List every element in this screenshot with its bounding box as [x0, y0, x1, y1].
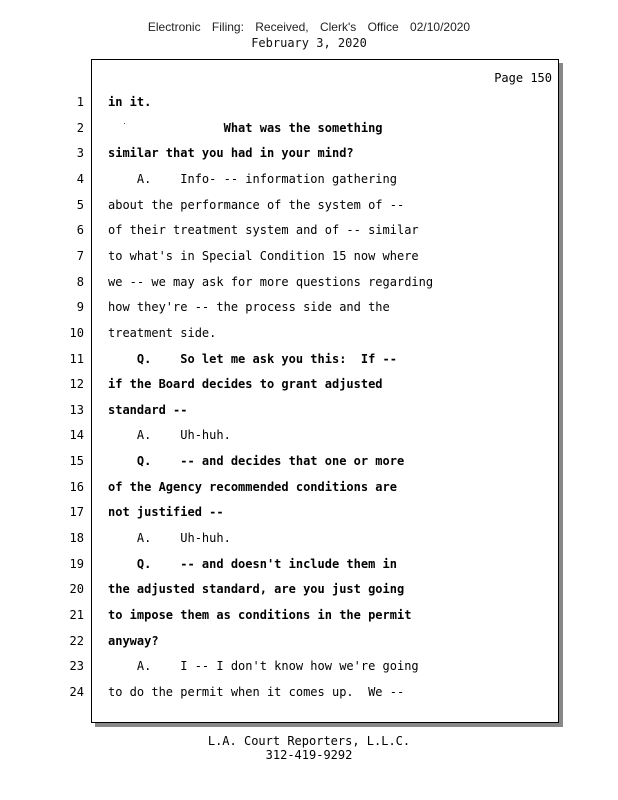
transcript-line: A. I -- I don't know how we're going [108, 659, 419, 673]
transcript-line: A. Info- -- information gathering [108, 172, 397, 186]
header-date: February 3, 2020 [251, 36, 367, 50]
transcript-line: A. Uh-huh. [108, 531, 231, 545]
line-number: 16 [69, 480, 84, 494]
transcript-line: of their treatment system and of -- similar [108, 223, 419, 237]
line-number: 18 [69, 531, 84, 545]
line-number: 20 [69, 582, 84, 596]
line-number: 12 [69, 377, 84, 391]
transcript-line: if the Board decides to grant adjusted [108, 377, 383, 391]
transcript-line: treatment side. [108, 326, 217, 340]
line-number: 17 [69, 505, 84, 519]
line-number: 9 [76, 300, 84, 314]
filing-stamp: Electronic Filing: Received, Clerk's Office 02/10/2020 [147, 20, 471, 34]
transcript-line: we -- we may ask for more questions regarding [108, 275, 434, 289]
line-number: 7 [76, 249, 84, 263]
footer-company: L.A. Court Reporters, L.L.C. [207, 734, 411, 748]
line-number: 5 [76, 198, 84, 212]
line-number: 1 [76, 95, 84, 109]
line-number: 3 [76, 146, 84, 160]
line-number: 8 [76, 275, 84, 289]
line-number: 11 [69, 352, 84, 366]
transcript-line: about the performance of the system of -- [108, 198, 405, 212]
line-number: 6 [76, 223, 84, 237]
transcript-line: in it. [108, 95, 152, 109]
transcript-line: Q. -- and doesn't include them in [108, 557, 397, 571]
transcript-line: standard -- [108, 403, 188, 417]
transcript-line: Q. -- and decides that one or more [108, 454, 405, 468]
line-number: 22 [69, 634, 84, 648]
transcript-line: of the Agency recommended conditions are [108, 480, 397, 494]
line-number: 23 [69, 659, 84, 673]
line-number: 10 [69, 326, 84, 340]
transcript-line: What was the something [108, 121, 383, 135]
transcript-line: to what's in Special Condition 15 now where [108, 249, 419, 263]
line-number: 21 [69, 608, 84, 622]
line-number: 4 [76, 172, 84, 186]
transcript-line: anyway? [108, 634, 159, 648]
transcript-line: how they're -- the process side and the [108, 300, 390, 314]
transcript-line: to impose them as conditions in the permit [108, 608, 412, 622]
line-number: 13 [69, 403, 84, 417]
transcript-line: to do the permit when it comes up. We -- [108, 685, 405, 699]
line-number: 2 [76, 121, 84, 135]
line-number: 19 [69, 557, 84, 571]
line-number: 14 [69, 428, 84, 442]
line-number: 15 [69, 454, 84, 468]
line-number: 24 [69, 685, 84, 699]
page-number: Page 150 [494, 71, 552, 85]
transcript-line: A. Uh-huh. [108, 428, 231, 442]
transcript-line: Q. So let me ask you this: If -- [108, 352, 397, 366]
transcript-line: the adjusted standard, are you just going [108, 582, 405, 596]
transcript-line: not justified -- [108, 505, 224, 519]
transcript-line: similar that you had in your mind? [108, 146, 354, 160]
footer-phone: 312-419-9292 [265, 748, 353, 762]
